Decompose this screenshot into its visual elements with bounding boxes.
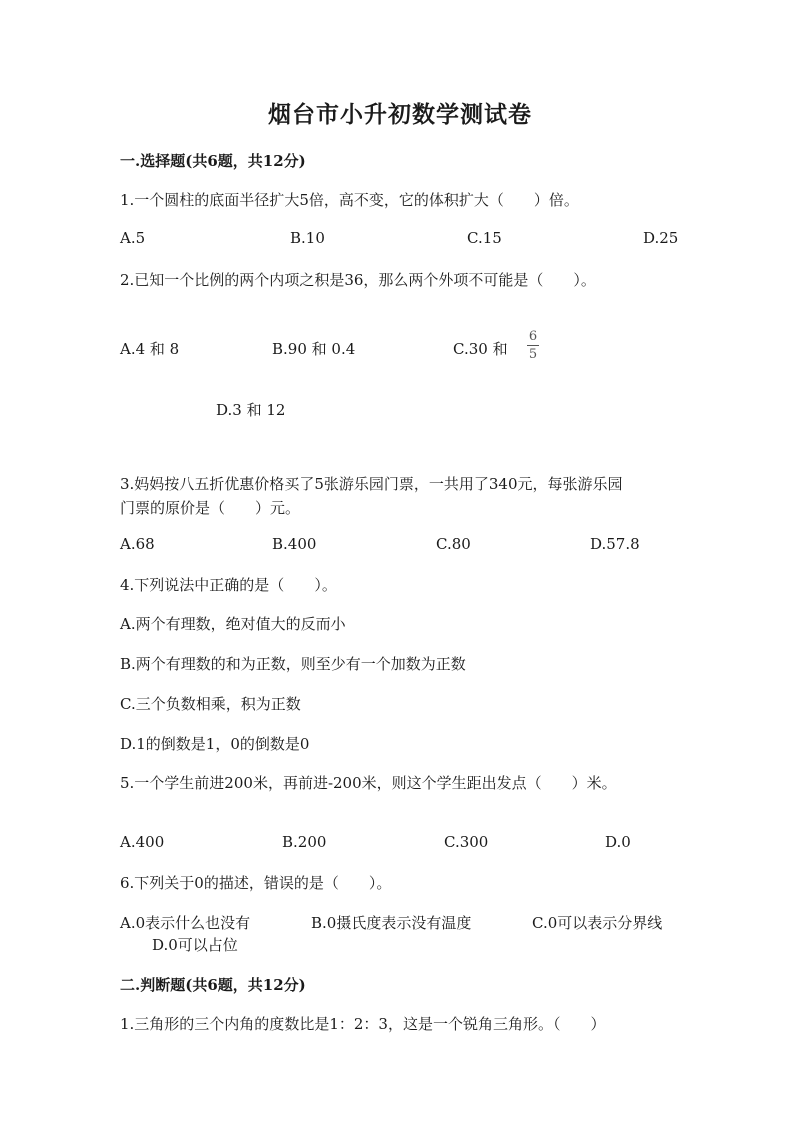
section-heading-judgement: 二.判断题(共6题，共12分): [120, 976, 306, 994]
q3-option-d: D.57.8: [590, 535, 640, 553]
question-3-line1: 3.妈妈按八五折优惠价格买了5张游乐园门票，一共用了340元，每张游乐园: [120, 475, 623, 493]
q2-option-a: A.4 和 8: [120, 340, 180, 358]
question-6-text: 6.下列关于0的描述，错误的是（ ）。: [120, 874, 392, 892]
q6-option-d: D.0可以占位: [152, 936, 238, 954]
q2-option-b: B.90 和 0.4: [272, 340, 356, 358]
question-5-text: 5.一个学生前进200米，再前进-200米，则这个学生距出发点（ ）米。: [120, 774, 617, 792]
q5-option-b: B.200: [282, 833, 327, 851]
q2-option-d: D.3 和 12: [216, 401, 286, 419]
q4-option-b: B.两个有理数的和为正数，则至少有一个加数为正数: [120, 655, 466, 673]
q1-option-a: A.5: [120, 229, 146, 247]
q4-option-c: C.三个负数相乘，积为正数: [120, 695, 301, 713]
q5-option-d: D.0: [605, 833, 631, 851]
q5-option-a: A.400: [120, 833, 165, 851]
question-4-text: 4.下列说法中正确的是（ ）。: [120, 576, 337, 594]
section-heading-choice: 一.选择题(共6题，共12分): [120, 152, 306, 170]
q5-option-c: C.300: [444, 833, 489, 851]
q3-option-c: C.80: [436, 535, 471, 553]
question-1-text: 1.一个圆柱的底面半径扩大5倍，高不变，它的体积扩大（ ）倍。: [120, 191, 579, 209]
fraction-denominator: 5: [528, 347, 538, 362]
q1-option-d: D.25: [643, 229, 679, 247]
page-title: 烟台市小升初数学测试卷: [268, 101, 532, 128]
q1-option-b: B.10: [290, 229, 325, 247]
q4-option-d: D.1的倒数是1，0的倒数是0: [120, 735, 310, 753]
q4-option-a: A.两个有理数，绝对值大的反而小: [120, 615, 346, 633]
q6-option-b: B.0摄氏度表示没有温度: [311, 914, 472, 932]
q6-option-c: C.0可以表示分界线: [532, 914, 663, 932]
q2-option-c: C.30 和: [453, 340, 508, 358]
q1-option-c: C.15: [467, 229, 502, 247]
question-3-line2: 门票的原价是（ ）元。: [120, 499, 301, 517]
q3-option-a: A.68: [120, 535, 155, 553]
fraction-numerator: 6: [528, 329, 538, 344]
judgement-question-1-text: 1.三角形的三个内角的度数比是1：2：3，这是一个锐角三角形。（ ）: [120, 1015, 606, 1033]
q6-option-a: A.0表示什么也没有: [120, 914, 251, 932]
q2-fraction: [526, 330, 540, 361]
question-2-text: 2.已知一个比例的两个内项之积是36，那么两个外项不可能是（ ）。: [120, 271, 596, 289]
q3-option-b: B.400: [272, 535, 317, 553]
